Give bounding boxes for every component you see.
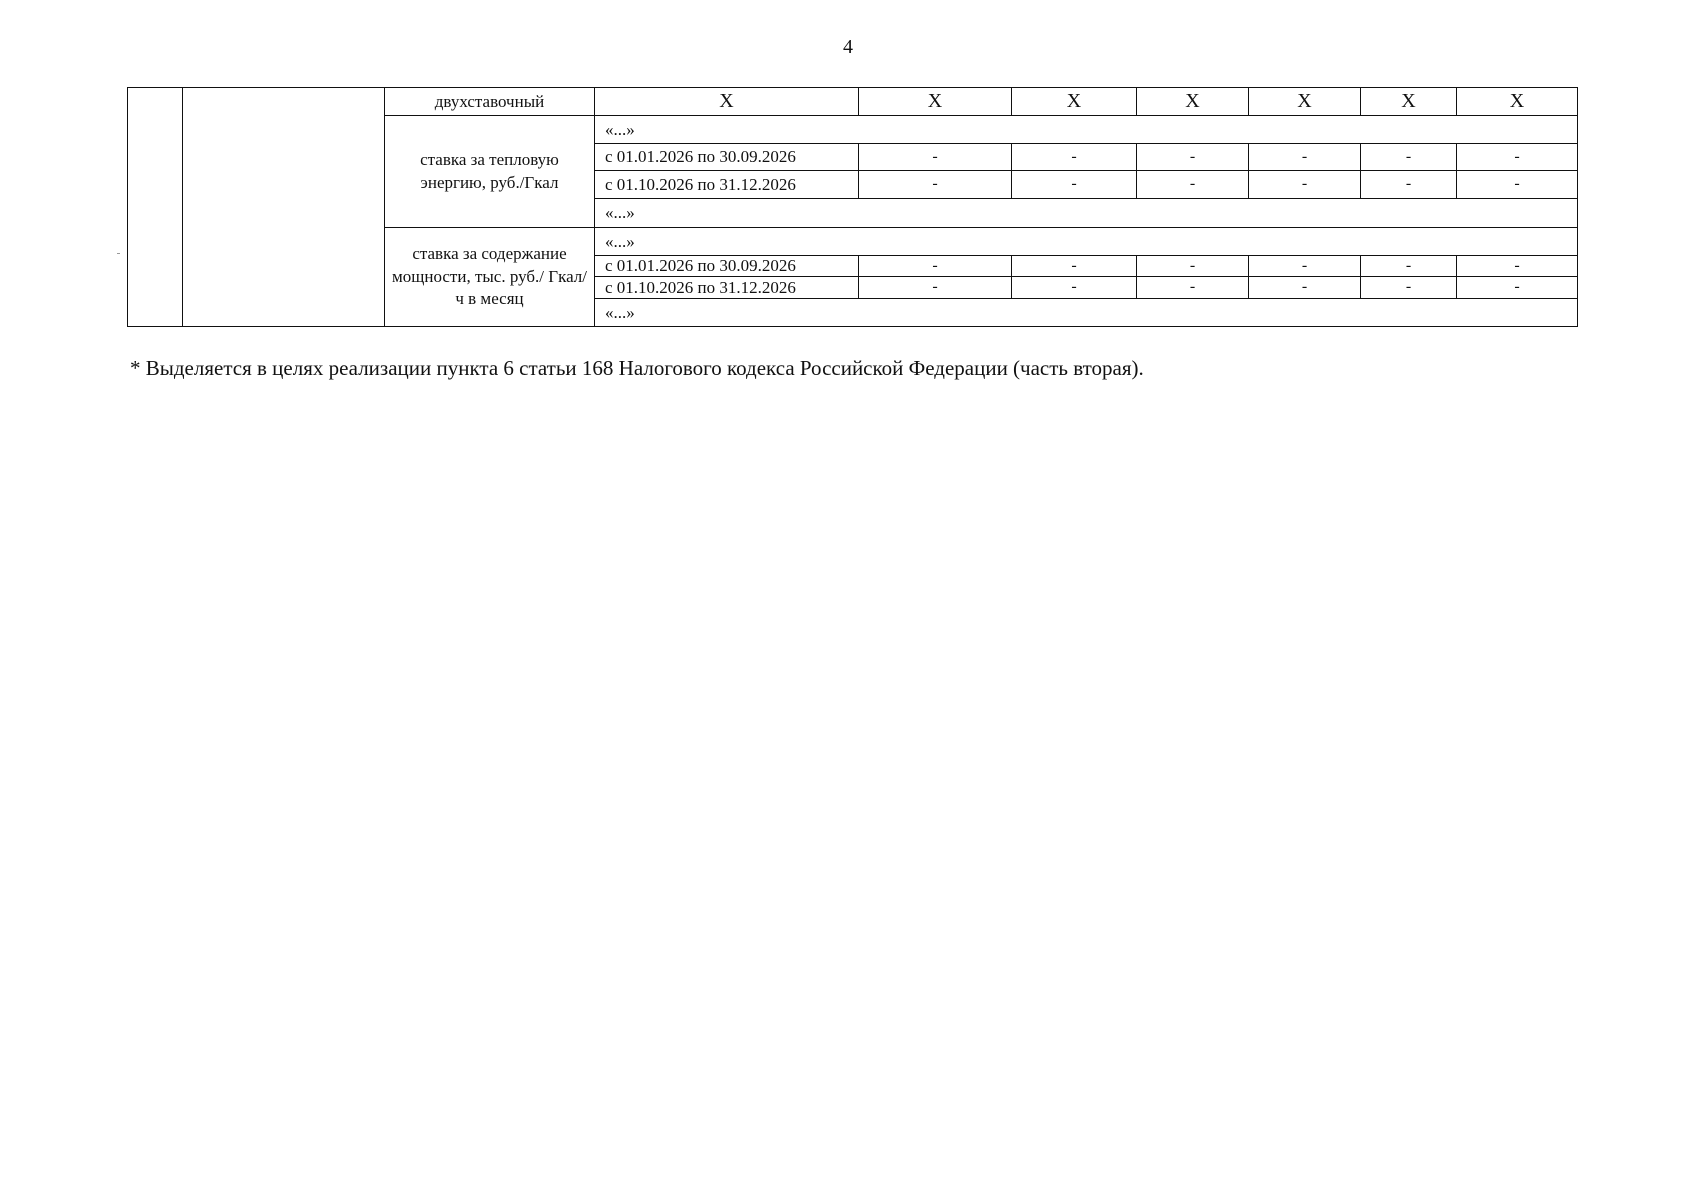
scan-artifact <box>117 253 120 254</box>
value-cell: - <box>1012 171 1137 199</box>
ellipsis-cell: «...» <box>595 299 1578 327</box>
value-cell: - <box>859 144 1012 171</box>
x-mark-cell: X <box>1012 88 1137 116</box>
capacity-rate-label: ставка за содержание мощности, тыс. руб./ Гкал/ч в месяц <box>385 228 595 327</box>
heat-rate-label: ставка за тепловую энергию, руб./Гкал <box>385 116 595 228</box>
value-cell: - <box>1012 277 1137 299</box>
value-cell: - <box>1457 144 1578 171</box>
value-cell: - <box>1012 256 1137 277</box>
value-cell: - <box>1137 171 1249 199</box>
x-mark-cell: X <box>1361 88 1457 116</box>
value-cell: - <box>859 277 1012 299</box>
number-cell <box>128 88 183 327</box>
period-cell: с 01.01.2026 по 30.09.2026 <box>595 144 859 171</box>
period-cell: с 01.10.2026 по 31.12.2026 <box>595 277 859 299</box>
x-mark-cell: X <box>1457 88 1578 116</box>
x-mark-cell: X <box>859 88 1012 116</box>
value-cell: - <box>859 171 1012 199</box>
page-number: 4 <box>843 36 853 58</box>
period-cell: с 01.01.2026 по 30.09.2026 <box>595 256 859 277</box>
value-cell: - <box>1361 256 1457 277</box>
value-cell: - <box>1012 144 1137 171</box>
value-cell: - <box>1137 256 1249 277</box>
x-mark-cell: X <box>1249 88 1361 116</box>
value-cell: - <box>1249 256 1361 277</box>
x-mark-cell: X <box>595 88 859 116</box>
period-cell: с 01.10.2026 по 31.12.2026 <box>595 171 859 199</box>
ellipsis-cell: «...» <box>595 228 1578 256</box>
ellipsis-cell: «...» <box>595 116 1578 144</box>
value-cell: - <box>1361 277 1457 299</box>
tariff-type-cell: двухставочный <box>385 88 595 116</box>
tariff-table <box>127 87 1578 327</box>
value-cell: - <box>1361 171 1457 199</box>
value-cell: - <box>1249 277 1361 299</box>
value-cell: - <box>1457 171 1578 199</box>
x-mark-cell: X <box>1137 88 1249 116</box>
organization-cell <box>183 88 385 327</box>
value-cell: - <box>1457 256 1578 277</box>
value-cell: - <box>859 256 1012 277</box>
value-cell: - <box>1249 171 1361 199</box>
value-cell: - <box>1361 144 1457 171</box>
footnote: * Выделяется в целях реализации пункта 6 статьи 168 Налогового кодекса Российской Федерации (часть вторая). <box>130 356 1144 380</box>
ellipsis-cell: «...» <box>595 199 1578 228</box>
value-cell: - <box>1249 144 1361 171</box>
value-cell: - <box>1137 277 1249 299</box>
value-cell: - <box>1137 144 1249 171</box>
table-row <box>128 88 1578 116</box>
value-cell: - <box>1457 277 1578 299</box>
